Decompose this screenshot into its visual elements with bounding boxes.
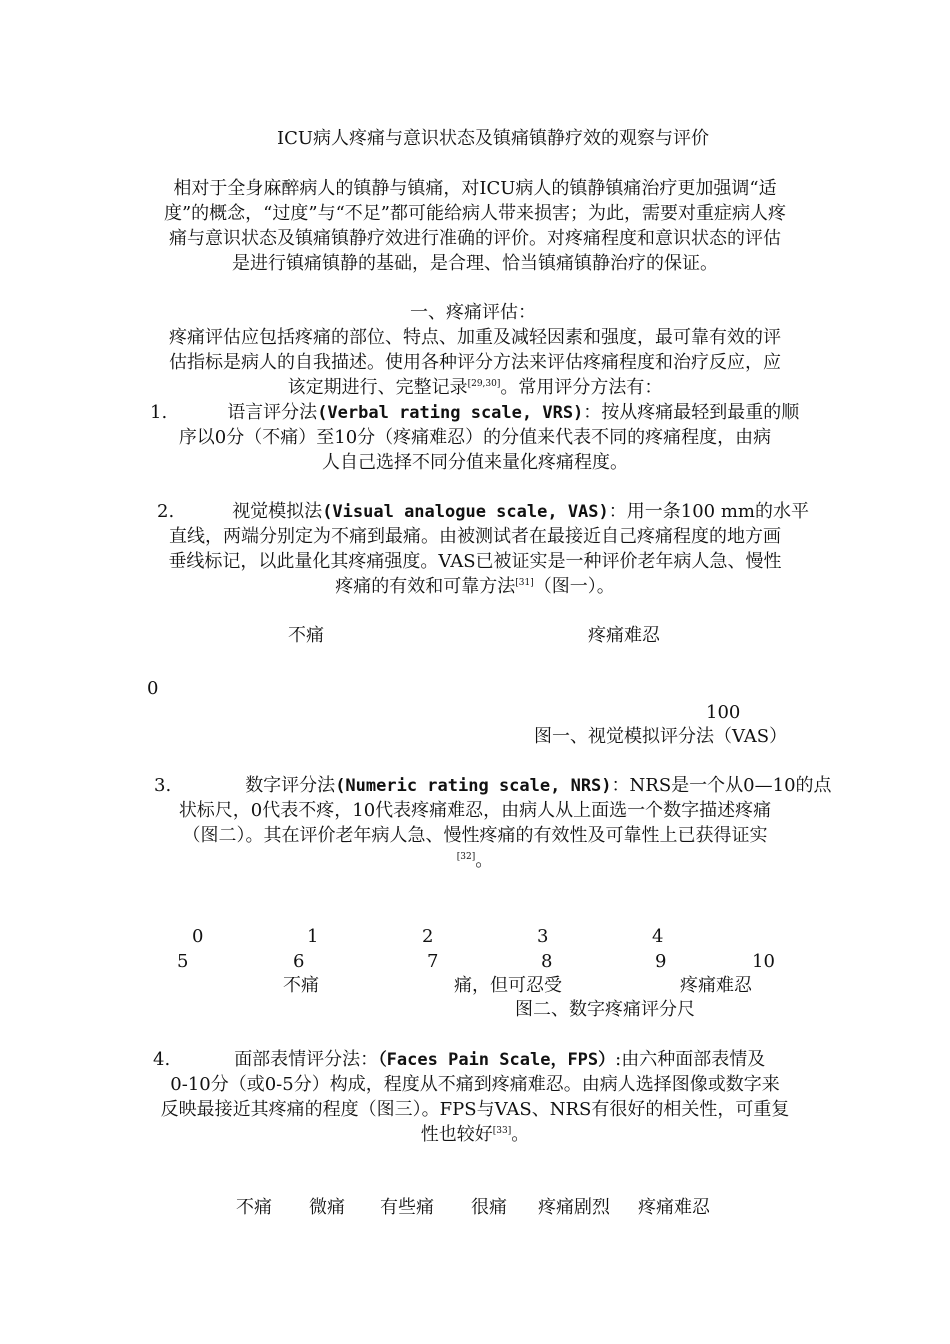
faces-label: 微痛 [309,1197,345,1218]
method-english: (Verbal rating scale, VRS) [317,403,584,423]
item1-paragraph [146,425,804,475]
figure-caption: 图一、视觉模拟评分法（VAS） [534,726,788,747]
paragraph-line: 该定期进行、完整记录[29,30]。常用评分方法有： [287,377,663,398]
item3-first-line: 3. 数字评分法(Numeric rating scale, NRS)：NRS是一个从0—10的点 [154,775,832,796]
item1-first-line: 1. 语言评分法(Verbal rating scale, VRS)：按从疼痛最轻到最重的顺 [150,402,800,423]
paragraph-line: 估指标是病人的自我描述。使用各种评分方法来评估疼痛程度和治疗反应，应 [169,352,781,373]
citation: [32] [456,852,476,862]
item-number: 1. [150,402,168,423]
intro-line: 痛与意识状态及镇痛镇静疗效进行准确的评价。对疼痛程度和意识状态的评估 [169,228,781,249]
paragraph-line: 直线，两端分别定为不痛到最痛。由被测试者在最接近自己疼痛程度的地方画 [169,526,781,547]
method-english: （Faces Pain Scale，FPS） [378,1050,616,1070]
nrs-tick-label: 6 [293,951,305,972]
nrs-tick-label: 7 [427,951,439,972]
nrs-anchor-label: 痛，但可忍受 [454,975,562,996]
item2-paragraph [146,524,804,599]
paragraph-line: 垂线标记，以此量化其疼痛强度。VAS已被证实是一种评价老年病人急、慢性 [168,551,782,572]
intro-paragraph [146,176,804,276]
paragraph-line: 状标尺，0代表不疼，10代表疼痛难忍，由病人从上面选一个数字描述疼痛 [178,800,772,821]
faces-label: 很痛 [471,1197,507,1218]
item-number: 4. [153,1049,171,1070]
vas-max-value: 100 [706,702,741,723]
item-number: 2. [157,501,175,522]
nrs-tick-label: 2 [422,926,434,947]
paragraph-line: 0-10分（或0-5分）构成，程度从不痛到疼痛难忍。由病人选择图像或数字来 [170,1074,780,1095]
nrs-tick-label: 3 [537,926,549,947]
paragraph-line: 序以0分（不痛）至10分（疼痛难忍）的分值来代表不同的疼痛程度，由病 [178,427,772,448]
nrs-tick-label: 4 [652,926,664,947]
nrs-tick-label: 8 [541,951,553,972]
citation: [29,30] [467,379,501,389]
faces-label: 有些痛 [380,1197,434,1218]
method-name: 语言评分法 [227,402,318,423]
item4-first-line: 4. 面部表情评分法：（Faces Pain Scale，FPS）:由六种面部表情及 [153,1049,766,1070]
item2-first-line: 2. 视觉模拟法(Visual analogue scale, VAS)：用一条100 mm的水平 [157,501,809,522]
faces-label: 不痛 [236,1197,272,1218]
paragraph-line: 疼痛的有效和可靠方法[31]（图一）。 [335,576,615,597]
intro-line: 度”的概念，“过度”与“不足”都可能给病人带来损害；为此，需要对重症病人疼 [163,203,786,224]
citation: [33] [492,1126,512,1136]
nrs-tick-label: 10 [752,951,775,972]
nrs-tick-label: 1 [307,926,319,947]
nrs-anchor-label: 不痛 [283,975,319,996]
method-name: 视觉模拟法 [232,501,323,522]
document-title: ICU病人疼痛与意识状态及镇痛镇静疗效的观察与评价 [277,128,710,149]
citation: [31] [515,578,534,588]
method-english: (Visual analogue scale, VAS) [322,502,609,522]
paragraph-line: [32]。 [456,850,494,871]
vas-left-label: 不痛 [288,625,324,646]
intro-line: 是进行镇痛镇静的基础，是合理、恰当镇痛镇静治疗的保证。 [232,253,718,274]
method-english: (Numeric rating scale, NRS) [335,776,612,796]
vas-right-label: 疼痛难忍 [588,625,660,646]
figure-caption: 图二、数字疼痛评分尺 [515,999,695,1020]
faces-label: 疼痛难忍 [638,1197,710,1218]
item3-paragraph [146,798,804,873]
nrs-tick-label: 9 [655,951,667,972]
section-heading: 一、疼痛评估： [410,302,536,323]
paragraph-line: 疼痛评估应包括疼痛的部位、特点、加重及减轻因素和强度，最可靠有效的评 [169,327,781,348]
nrs-anchor-label: 疼痛难忍 [680,975,752,996]
paragraph-line: 反映最接近其疼痛的程度（图三）。FPS与VAS、NRS有很好的相关性，可重复 [160,1099,790,1120]
vas-min-value: 0 [147,678,159,699]
method-name: 面部表情评分法： [234,1049,379,1070]
faces-label: 疼痛剧烈 [538,1197,610,1218]
paragraph-line: （图二）。其在评价老年病人急、慢性疼痛的有效性及可靠性上已获得证实 [182,825,768,846]
item-number: 3. [154,775,172,796]
nrs-tick-label: 5 [177,951,189,972]
method-name: 数字评分法 [245,775,336,796]
nrs-tick-label: 0 [192,926,204,947]
intro-line: 相对于全身麻醉病人的镇静与镇痛，对ICU病人的镇静镇痛治疗更加强调“适 [173,178,777,199]
item4-paragraph [146,1072,804,1147]
paragraph-line: 性也较好[33]。 [420,1124,530,1145]
paragraph-line: 人自己选择不同分值来量化疼痛程度。 [322,452,628,473]
section1-paragraph [146,325,804,400]
